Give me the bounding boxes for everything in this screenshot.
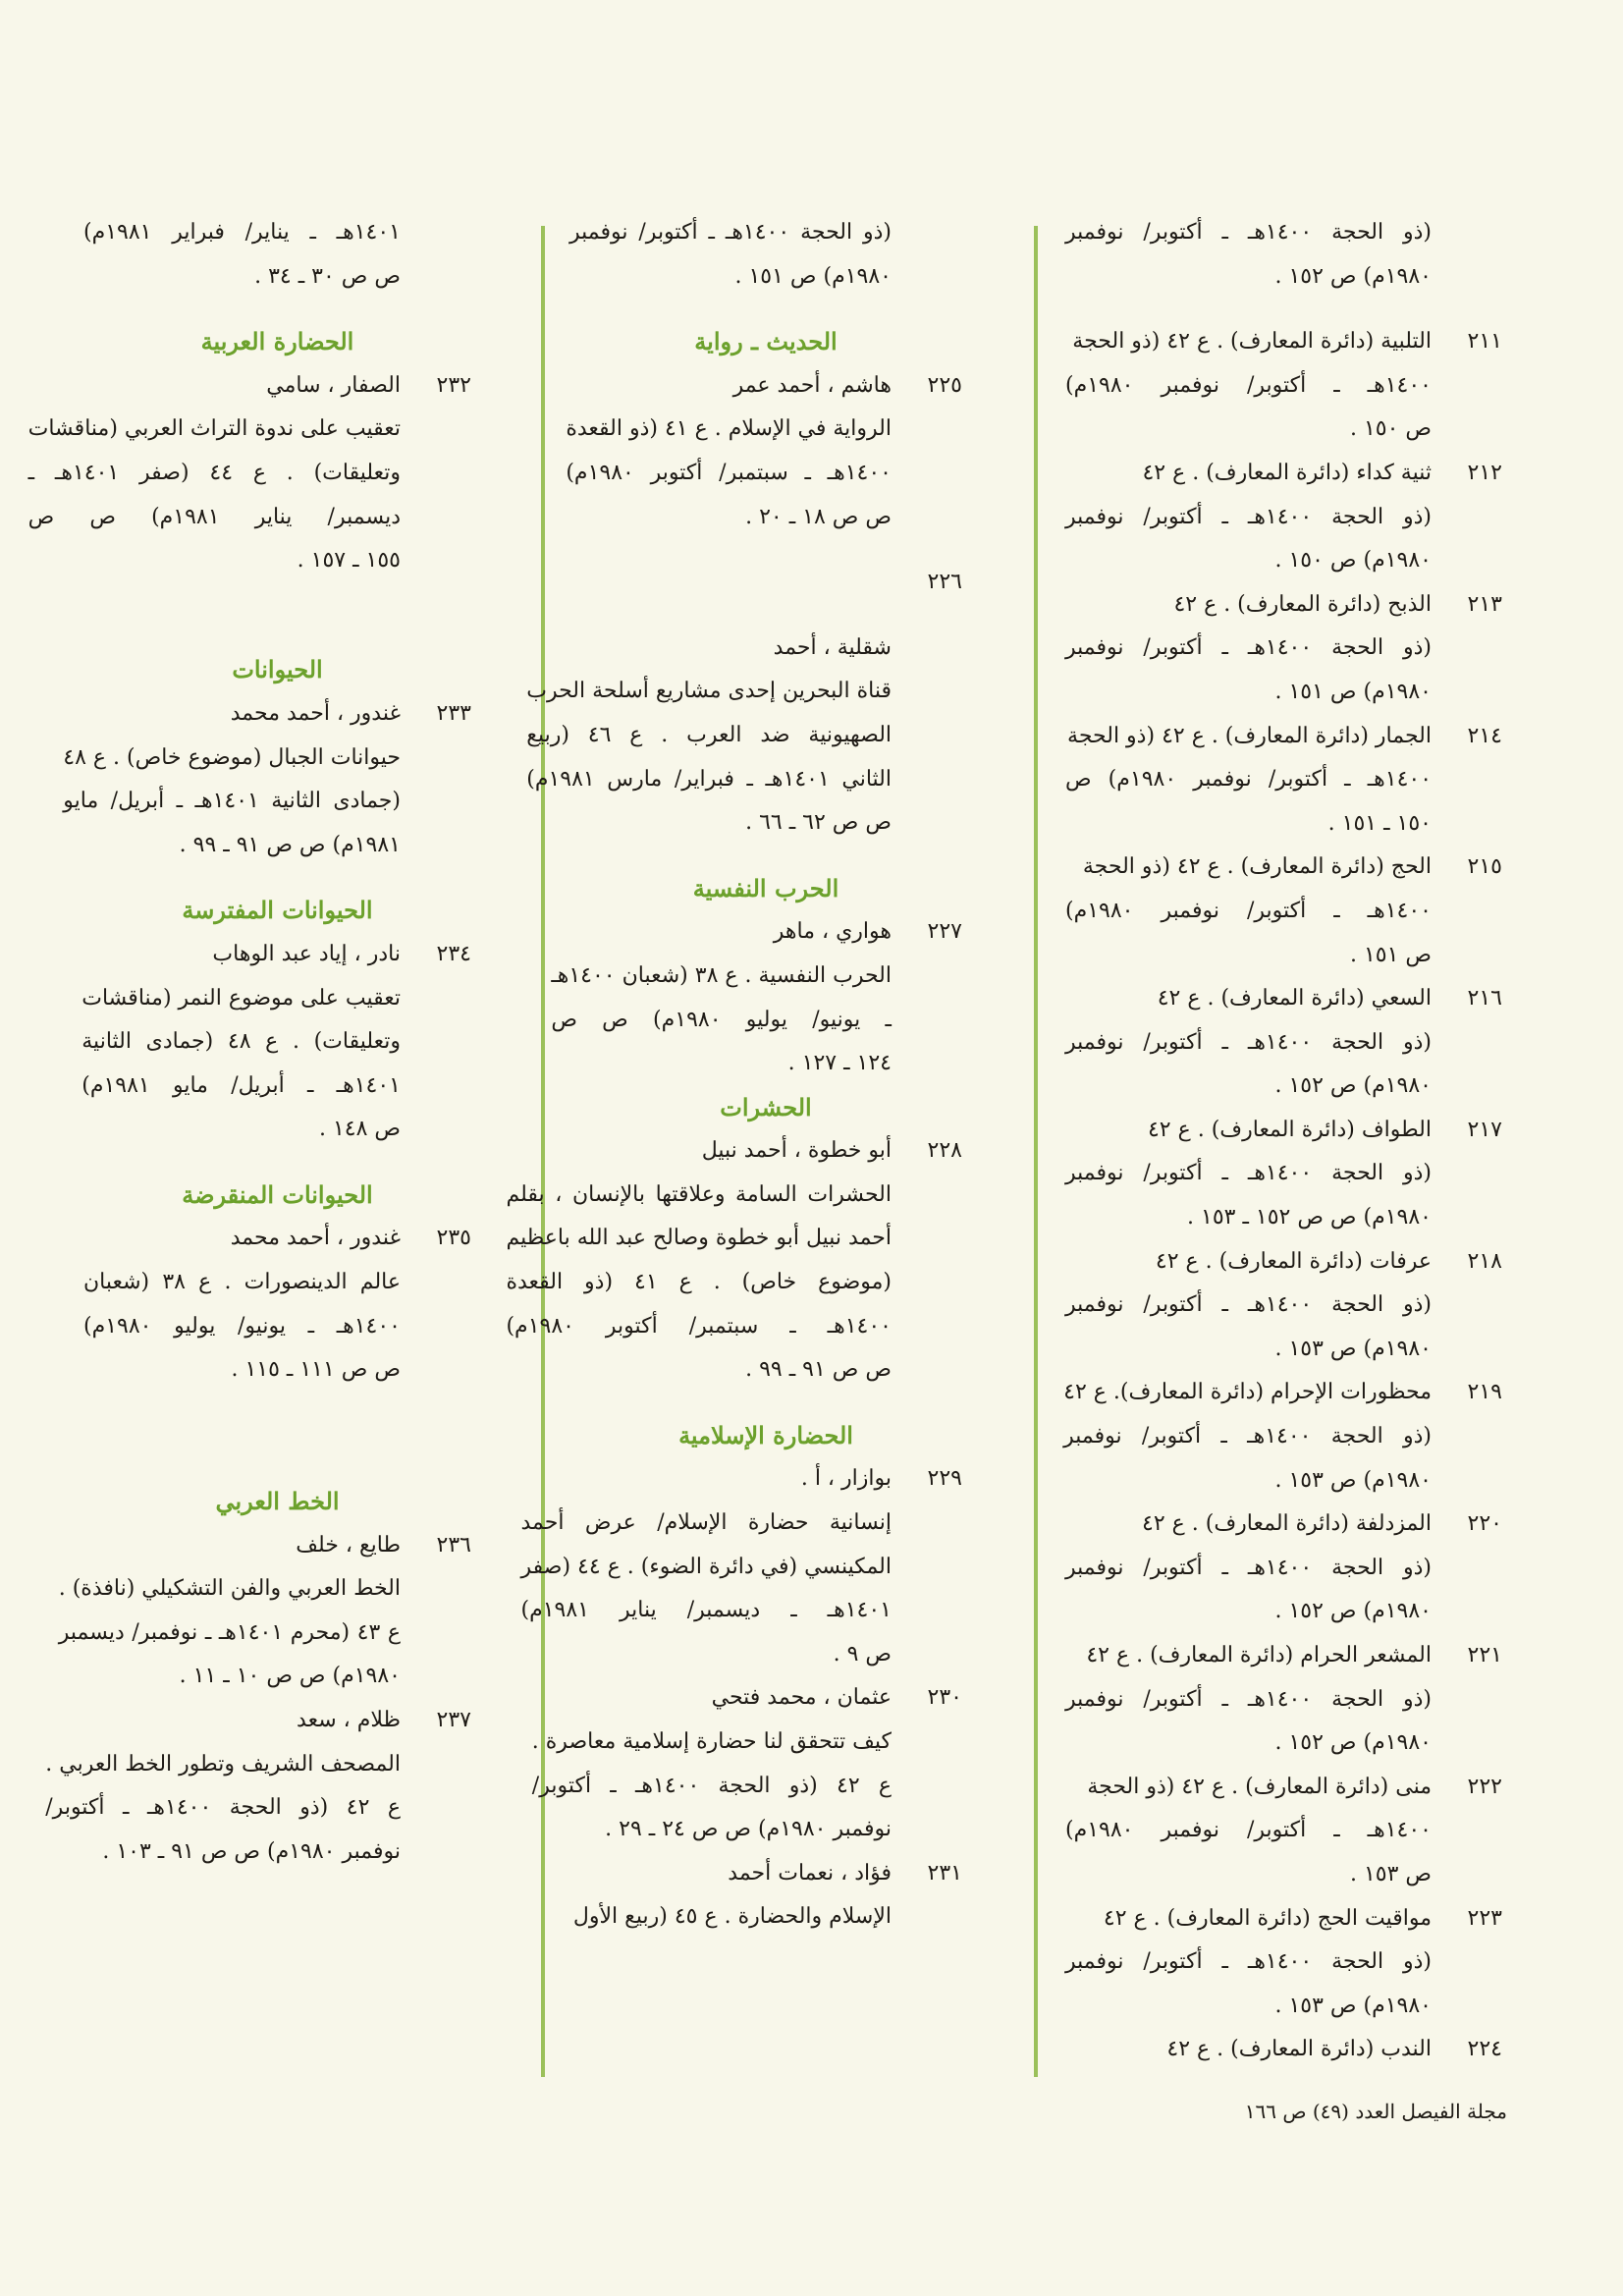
entry-line: حيوانات الجبال (موضوع خاص) . ع ٤٨ <box>63 744 401 770</box>
entry-line: الحرب النفسية . ع ٣٨ (شعبان ١٤٠٠هـ <box>551 962 892 988</box>
entry-author: غندور ، أحمد محمد <box>230 700 401 726</box>
entry-author: عثمان ، محمد فتحي <box>711 1685 892 1711</box>
entry-line: ١٩٨٠م) ص ١٥٢ . <box>1274 1073 1432 1099</box>
entry-line: ١٥٥ ـ ١٥٧ . <box>297 548 401 574</box>
entry-number: ٢١٩ <box>1467 1380 1502 1405</box>
entry-line: ـ يونيو/ يوليو ١٩٨٠م) ص ص <box>551 1007 892 1032</box>
index-entry <box>1065 977 1502 1109</box>
entry-line: وتعليقات) . ع ٤٤ (صفر ١٤٠١هـ ـ <box>27 460 401 485</box>
entry-author: الصفار ، سامي <box>266 372 401 398</box>
index-entry <box>58 1524 471 1699</box>
entry-line: تعقيب على ندوة التراث العربي (مناقشات <box>27 416 401 442</box>
entry-number: ٢٣٥ <box>436 1226 471 1251</box>
index-entry <box>83 933 471 1152</box>
entry-line: (ذو الحجة ١٤٠٠هـ ـ أكتوبر/ نوفمبر <box>1065 1029 1432 1055</box>
entry-author: طايع ، خلف <box>296 1532 401 1558</box>
index-entry <box>45 1699 471 1874</box>
continued-entry <box>83 211 471 299</box>
entry-number: ٢١١ <box>1467 329 1502 355</box>
entry-line: ١٩٨٠م) ص ١٥٣ . <box>1274 1467 1432 1493</box>
entry-number: ٢٢٢ <box>1467 1774 1502 1799</box>
continued-entry <box>569 211 962 299</box>
entry-author: هواري ، ماهر <box>773 919 892 945</box>
section-heading: الحرب النفسية <box>692 873 839 902</box>
entry-number: ٢٢٠ <box>1467 1511 1502 1537</box>
entry-author: التلبية (دائرة المعارف) . ع ٤٢ (ذو الحجة <box>1072 329 1432 355</box>
entry-line: (موضوع خاص) . ع ٤١ (ذو القعدة <box>506 1270 893 1295</box>
index-entry <box>27 364 471 583</box>
entry-line: ١٩٨٠م) ص ١٥٢ . <box>1274 263 1432 289</box>
entry-number: ٢٢١ <box>1467 1643 1502 1667</box>
entry-line: نوفمبر ١٩٨٠م) ص ص ٩١ ـ ١٠٣ . <box>102 1838 401 1864</box>
entry-line: كيف تتحقق لنا حضارة إسلامية معاصرة . <box>531 1729 892 1754</box>
entry-author: منى (دائرة المعارف) . ع ٤٢ (ذو الحجة <box>1087 1774 1432 1799</box>
entry-line: ١٢٤ ـ ١٢٧ . <box>787 1051 892 1076</box>
entry-line: ص ص ١٨ ـ ٢٠ . <box>745 504 892 529</box>
index-entry <box>63 692 471 867</box>
entry-number: ٢٢٦ <box>927 570 962 595</box>
entry-line: (ذو الحجة ١٤٠٠هـ ـ أكتوبر/ نوفمبر <box>1065 220 1432 245</box>
entry-line: (ذو الحجة ١٤٠٠هـ ـ أكتوبر/ نوفمبر <box>1065 504 1432 529</box>
entry-line: ١٩٨٠م) ص ص ١٥٢ ـ ١٥٣ . <box>1187 1205 1432 1230</box>
entry-line: ١٩٨٠م) ص ١٥١ . <box>734 263 892 289</box>
index-entry <box>1065 2028 1502 2072</box>
entry-number: ٢٢٩ <box>927 1466 962 1492</box>
entry-line: ١٤٠٠هـ ـ سبتمبر/ أكتوبر ١٩٨٠م) <box>506 1313 892 1339</box>
entry-author: الطواف (دائرة المعارف) . ع ٤٢ <box>1147 1117 1432 1142</box>
entry-line: ص ١٥١ . <box>1349 942 1432 967</box>
entry-author: الندب (دائرة المعارف) . ع ٤٢ <box>1166 2037 1432 2062</box>
entry-line: ١٥٠ ـ ١٥١ . <box>1327 810 1432 836</box>
entry-line: ١٤٠٠هـ ـ يونيو/ يوليو ١٩٨٠م) <box>83 1313 401 1339</box>
entry-number: ٢٣٦ <box>436 1532 471 1558</box>
entry-line: ص ص ٣٠ ـ ٣٤ . <box>254 263 401 289</box>
column-right <box>1065 211 1502 2072</box>
entry-line: ١٩٨٠م) ص ص ١٠ ـ ١١ . <box>179 1664 401 1689</box>
column-middle <box>506 211 962 1940</box>
entry-author: الحج (دائرة المعارف) . ع ٤٢ (ذو الحجة <box>1082 854 1432 880</box>
entry-line: الرواية في الإسلام . ع ٤١ (ذو القعدة <box>566 416 892 442</box>
entry-line: ١٤٠١هـ ـ يناير/ فبراير ١٩٨١م) <box>83 220 401 245</box>
entry-author: الجمار (دائرة المعارف) . ع ٤٢ (ذو الحجة <box>1067 723 1432 748</box>
entry-line: (ذو الحجة ١٤٠٠هـ ـ أكتوبر/ نوفمبر <box>1065 1686 1432 1712</box>
entry-line: أحمد نبيل أبو خطوة وصالح عبد الله باعظيم <box>506 1226 892 1251</box>
entry-number: ٢٣٧ <box>436 1708 471 1732</box>
index-entry <box>1065 1109 1502 1240</box>
index-entry <box>1065 1503 1502 1634</box>
entry-line: ١٤٠١هـ ـ ديسمبر/ يناير ١٩٨١م) <box>520 1598 892 1623</box>
entry-line: الإسلام والحضارة . ع ٤٥ (ربيع الأول <box>572 1904 892 1930</box>
entry-author: السعي (دائرة المعارف) . ع ٤٢ <box>1157 986 1432 1011</box>
entry-line: ص ص ٦٢ ـ ٦٦ . <box>745 810 892 836</box>
entry-line: ١٤٠٠هـ ـ أكتوبر/ نوفمبر ١٩٨٠م) <box>1065 372 1432 398</box>
column-divider-right <box>1034 226 1038 2077</box>
entry-line: ص ص ٩١ ـ ٩٩ . <box>745 1357 892 1383</box>
entry-number: ٢٣٣ <box>436 700 471 726</box>
column-left <box>27 211 471 1874</box>
entry-line: ع ٤٢ (ذو الحجة ١٤٠٠هـ ـ أكتوبر/ <box>45 1795 402 1821</box>
entry-line: ١٩٨٠م) ص ١٥٣ . <box>1274 1993 1432 2018</box>
index-entry <box>1065 1240 1502 1372</box>
index-entry <box>506 1129 962 1393</box>
entry-line: (ذو الحجة ١٤٠٠هـ ـ أكتوبر/ نوفمبر <box>1065 1161 1432 1186</box>
entry-line: (ذو الحجة ١٤٠٠هـ ـ أكتوبر/ نوفمبر <box>569 220 892 245</box>
entry-line: ١٤٠٠هـ ـ سبتمبر/ أكتوبر ١٩٨٠م) <box>566 460 892 485</box>
index-entry <box>1065 846 1502 977</box>
entry-line: ١٩٨١م) ص ص ٩١ ـ ٩٩ . <box>179 832 401 857</box>
index-entry <box>551 910 962 1085</box>
entry-line: ع ٤٢ (ذو الحجة ١٤٠٠هـ ـ أكتوبر/ <box>531 1773 892 1798</box>
entry-number: ٢٢٣ <box>1467 1905 1502 1931</box>
index-entry <box>1065 1371 1502 1503</box>
entry-line: (ذو الحجة ١٤٠٠هـ ـ أكتوبر/ نوفمبر <box>1065 635 1432 661</box>
entry-line: (ذو الحجة ١٤٠٠هـ ـ أكتوبر/ نوفمبر <box>1065 1949 1432 1975</box>
entry-line: المصحف الشريف وتطور الخط العربي . <box>45 1751 401 1777</box>
page-footer: مجلة الفيصل العدد (٤٩) ص ١٦٦ <box>1244 2100 1507 2123</box>
entry-line: ع ٤٣ (محرم ١٤٠١هـ ـ نوفمبر/ ديسمبر <box>58 1619 401 1645</box>
entry-number: ٢٢٤ <box>1467 2037 1502 2062</box>
entry-line: ١٤٠١هـ ـ أبريل/ مايو ١٩٨١م) <box>81 1072 401 1098</box>
entry-line: عالم الدينصورات . ع ٣٨ (شعبان <box>83 1270 401 1295</box>
entry-line: ديسمبر/ يناير ١٩٨١م) ص ص <box>27 504 401 529</box>
index-entry <box>520 1457 962 1676</box>
entry-line: المكينسي (في دائرة الضوء) . ع ٤٤ (صفر <box>520 1554 892 1579</box>
entry-number: ٢١٢ <box>1467 460 1502 485</box>
entry-number: ٢٣٢ <box>436 372 471 398</box>
section-heading: الحيوانات المنقرضة <box>182 1179 373 1209</box>
entry-number: ٢١٦ <box>1467 986 1502 1011</box>
section-heading: الحشرات <box>720 1092 812 1121</box>
entry-line: نوفمبر ١٩٨٠م) ص ص ٢٤ ـ ٢٩ . <box>605 1817 892 1842</box>
index-entry <box>1065 715 1502 847</box>
section-heading: الحضارة الإسلامية <box>678 1420 853 1449</box>
entry-line: ص ١٥٣ . <box>1349 1861 1432 1886</box>
entry-line: ١٩٨٠م) ص ١٥١ . <box>1274 679 1432 704</box>
entry-line: إنسانية حضارة الإسلام/ عرض أحمد <box>520 1510 892 1536</box>
entry-line: ١٩٨٠م) ص ١٥٠ . <box>1274 548 1432 574</box>
entry-number: ٢١٤ <box>1467 723 1502 748</box>
entry-author: عرفات (دائرة المعارف) . ع ٤٢ <box>1155 1248 1432 1274</box>
entry-number: ٢١٧ <box>1467 1117 1502 1142</box>
entry-number: ٢١٥ <box>1467 854 1502 880</box>
entry-line: ١٤٠٠هـ ـ أكتوبر/ نوفمبر ١٩٨٠م) <box>1065 898 1432 923</box>
entry-author: أبو خطوة ، أحمد نبيل <box>701 1138 892 1164</box>
entry-line: الخط العربي والفن التشكيلي (نافذة) . <box>58 1576 401 1602</box>
entry-number: ٢٢٧ <box>927 919 962 945</box>
entry-line: ص ١٥٠ . <box>1349 416 1432 442</box>
entry-author: نادر ، إياد عبد الوهاب <box>212 941 401 966</box>
index-entry <box>83 1217 471 1392</box>
entry-line: (جمادى الثانية ١٤٠١هـ ـ أبريل/ مايو <box>63 789 401 814</box>
entry-line: الحشرات السامة وعلاقتها بالإنسان ، بقلم <box>506 1181 892 1207</box>
entry-line: ص ١٤٨ . <box>318 1117 401 1142</box>
entry-number: ٢١٣ <box>1467 591 1502 617</box>
entry-line: ١٩٨٠م) ص ١٥٢ . <box>1274 1599 1432 1624</box>
index-entry <box>1065 1897 1502 2029</box>
continued-entry <box>1065 211 1502 299</box>
entry-line: تعقيب على موضوع النمر (مناقشات <box>81 985 401 1011</box>
entry-author: فؤاد ، نعمات أحمد <box>728 1860 892 1886</box>
entry-author: مواقيت الحج (دائرة المعارف) . ع ٤٢ <box>1103 1905 1432 1931</box>
entry-line: ١٩٨٠م) ص ١٥٢ . <box>1274 1730 1432 1756</box>
entry-number: ٢١٨ <box>1467 1248 1502 1274</box>
entry-author: ظلام ، سعد <box>297 1708 401 1732</box>
section-heading: الخط العربي <box>215 1487 340 1516</box>
entry-line: ص ص ١١١ ـ ١١٥ . <box>231 1357 401 1383</box>
entry-number: ٢٣٠ <box>927 1685 962 1711</box>
entry-line: (ذو الحجة ١٤٠٠هـ ـ أكتوبر/ نوفمبر <box>1065 1555 1432 1580</box>
index-entry <box>1065 452 1502 583</box>
entry-line: الصهيونية ضد العرب . ع ٤٦ (ربيع <box>526 722 893 747</box>
entry-author: المشعر الحرام (دائرة المعارف) . ع ٤٢ <box>1086 1643 1432 1667</box>
entry-line: ١٤٠٠هـ ـ أكتوبر/ نوفمبر ١٩٨٠م) ص <box>1065 767 1433 793</box>
entry-author: غندور ، أحمد محمد <box>230 1226 401 1251</box>
entry-line: وتعليقات) . ع ٤٨ (جمادى الثانية <box>81 1029 401 1055</box>
entry-line: الثاني ١٤٠١هـ ـ فبراير/ مارس ١٩٨١م) <box>526 766 892 792</box>
entry-author: شقلية ، أحمد <box>773 634 892 660</box>
section-heading: الحيوانات المفترسة <box>182 896 373 925</box>
entry-line: (ذو الحجة ١٤٠٠هـ ـ أكتوبر/ نوفمبر <box>1063 1424 1432 1449</box>
index-entry <box>531 1676 962 1851</box>
index-entry <box>1065 1634 1502 1766</box>
entry-line: قناة البحرين إحدى مشاريع أسلحة الحرب <box>526 679 892 704</box>
entry-line: ١٤٠٠هـ ـ أكتوبر/ نوفمبر ١٩٨٠م) <box>1065 1818 1432 1843</box>
entry-line: ص ٩ . <box>833 1641 892 1667</box>
entry-author: بوازار ، أ . <box>800 1466 892 1492</box>
entry-number: ٢٢٨ <box>927 1138 962 1164</box>
section-heading: الحضارة العربية <box>200 327 354 356</box>
entry-author: الذبح (دائرة المعارف) . ع ٤٢ <box>1173 591 1432 617</box>
entry-author: محظورات الإحرام (دائرة المعارف). ع ٤٢ <box>1063 1380 1432 1405</box>
entry-author: المزدلفة (دائرة المعارف) . ع ٤٢ <box>1142 1511 1432 1537</box>
entry-number: ٢٣٤ <box>436 941 471 966</box>
index-entry <box>566 364 962 539</box>
index-entry <box>526 561 962 846</box>
index-entry <box>1065 1766 1502 1897</box>
index-entry <box>569 1852 962 1940</box>
entry-author: هاشم ، أحمد عمر <box>732 372 892 398</box>
entry-number: ٢٢٥ <box>927 372 962 398</box>
index-entry <box>1065 583 1502 715</box>
index-entry <box>1065 320 1502 452</box>
entry-number: ٢٣١ <box>927 1860 962 1886</box>
section-heading: الحيوانات <box>232 655 323 684</box>
entry-author: ثنية كداء (دائرة المعارف) . ع ٤٢ <box>1142 460 1432 485</box>
section-heading: الحديث ـ رواية <box>694 327 838 356</box>
entry-line: ١٩٨٠م) ص ١٥٣ . <box>1274 1336 1432 1361</box>
entry-line: (ذو الحجة ١٤٠٠هـ ـ أكتوبر/ نوفمبر <box>1065 1292 1432 1318</box>
entry-list <box>1065 320 1502 2072</box>
